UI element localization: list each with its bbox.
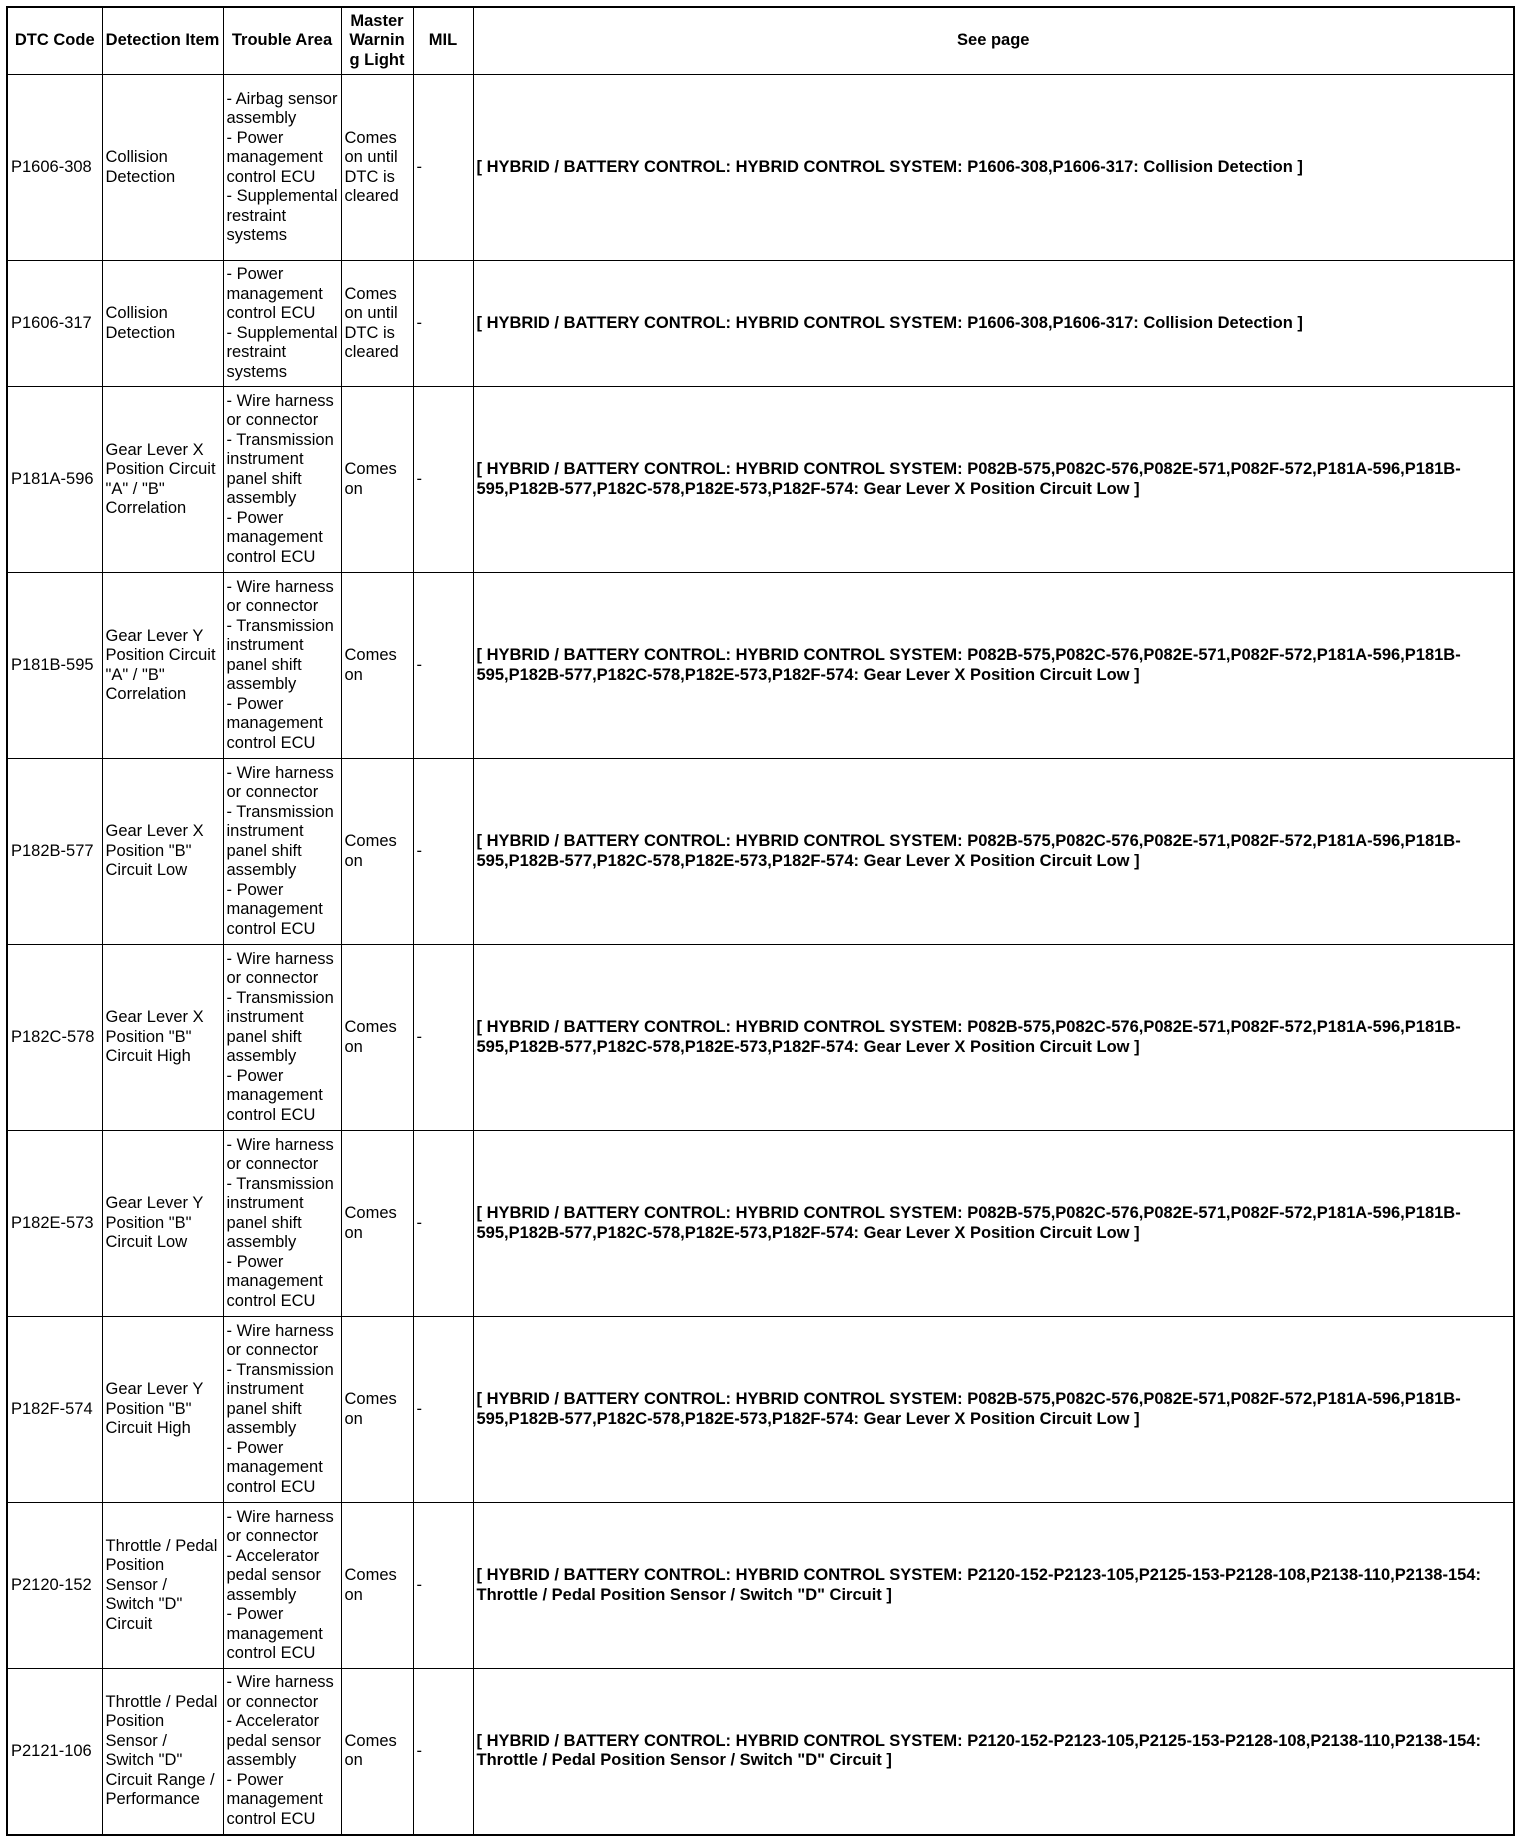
table-row: [7, 573, 1514, 759]
mil-cell: -: [413, 75, 473, 261]
master-warning-cell: Comes on: [341, 387, 413, 573]
mil-cell: -: [413, 759, 473, 945]
see-page-cell[interactable]: [ HYBRID / BATTERY CONTROL: HYBRID CONTROL SYSTEM: P2120-152-P2123-105,P2125-153-P2128-108,P2138-110,P2138-154: Throttle / Pedal Position Sensor / Switch "D" Circuit ]: [473, 1669, 1514, 1835]
trouble-area-cell: - Wire harness or connector - Transmission instrument panel shift assembly - Power management control ECU: [223, 1131, 341, 1317]
dtc-code-cell: P181B-595: [7, 573, 102, 759]
master-warning-cell: Comes on: [341, 1669, 413, 1835]
master-warning-cell: Comes on: [341, 1317, 413, 1503]
table-body: [7, 75, 1514, 1835]
detection-item-cell: Gear Lever Y Position "B" Circuit Low: [102, 1131, 223, 1317]
trouble-area-cell: - Wire harness or connector - Accelerator pedal sensor assembly - Power management control ECU: [223, 1503, 341, 1669]
mil-cell: -: [413, 1669, 473, 1835]
master-warning-cell: Comes on until DTC is cleared: [341, 75, 413, 261]
dtc-code-cell: P1606-317: [7, 261, 102, 387]
header-row: [7, 7, 1514, 75]
dtc-code-cell: P1606-308: [7, 75, 102, 261]
dtc-code-cell: P181A-596: [7, 387, 102, 573]
detection-item-cell: Gear Lever Y Position Circuit "A" / "B" Correlation: [102, 573, 223, 759]
detection-item-cell: Gear Lever X Position Circuit "A" / "B" Correlation: [102, 387, 223, 573]
detection-item-cell: Gear Lever X Position "B" Circuit Low: [102, 759, 223, 945]
header-dtc-code: DTC Code: [7, 7, 102, 75]
header-trouble-area: Trouble Area: [223, 7, 341, 75]
table-row: [7, 1317, 1514, 1503]
table-row: [7, 387, 1514, 573]
detection-item-cell: Throttle / Pedal Position Sensor / Switch "D" Circuit Range / Performance: [102, 1669, 223, 1835]
see-page-cell[interactable]: [ HYBRID / BATTERY CONTROL: HYBRID CONTROL SYSTEM: P082B-575,P082C-576,P082E-571,P082F-572,P181A-596,P181B-595,P182B-577,P182C-578,P182E-573,P182F-574: Gear Lever X Position Circuit Low ]: [473, 387, 1514, 573]
header-mil: MIL: [413, 7, 473, 75]
mil-cell: -: [413, 945, 473, 1131]
table-row: [7, 261, 1514, 387]
table-row: [7, 1503, 1514, 1669]
master-warning-cell: Comes on: [341, 945, 413, 1131]
table-row: [7, 945, 1514, 1131]
detection-item-cell: Throttle / Pedal Position Sensor / Switch "D" Circuit: [102, 1503, 223, 1669]
dtc-code-cell: P182C-578: [7, 945, 102, 1131]
mil-cell: -: [413, 1131, 473, 1317]
see-page-cell[interactable]: [ HYBRID / BATTERY CONTROL: HYBRID CONTROL SYSTEM: P082B-575,P082C-576,P082E-571,P082F-572,P181A-596,P181B-595,P182B-577,P182C-578,P182E-573,P182F-574: Gear Lever X Position Circuit Low ]: [473, 759, 1514, 945]
detection-item-cell: Collision Detection: [102, 75, 223, 261]
detection-item-cell: Gear Lever Y Position "B" Circuit High: [102, 1317, 223, 1503]
mil-cell: -: [413, 573, 473, 759]
master-warning-cell: Comes on: [341, 573, 413, 759]
header-detection-item: Detection Item: [102, 7, 223, 75]
see-page-cell[interactable]: [ HYBRID / BATTERY CONTROL: HYBRID CONTROL SYSTEM: P1606-308,P1606-317: Collision Detection ]: [473, 261, 1514, 387]
mil-cell: -: [413, 261, 473, 387]
master-warning-cell: Comes on until DTC is cleared: [341, 261, 413, 387]
detection-item-cell: Collision Detection: [102, 261, 223, 387]
see-page-cell[interactable]: [ HYBRID / BATTERY CONTROL: HYBRID CONTROL SYSTEM: P082B-575,P082C-576,P082E-571,P082F-572,P181A-596,P181B-595,P182B-577,P182C-578,P182E-573,P182F-574: Gear Lever X Position Circuit Low ]: [473, 1131, 1514, 1317]
dtc-table: [6, 6, 1515, 1836]
trouble-area-cell: - Wire harness or connector - Transmission instrument panel shift assembly - Power management control ECU: [223, 759, 341, 945]
see-page-cell[interactable]: [ HYBRID / BATTERY CONTROL: HYBRID CONTROL SYSTEM: P2120-152-P2123-105,P2125-153-P2128-108,P2138-110,P2138-154: Throttle / Pedal Position Sensor / Switch "D" Circuit ]: [473, 1503, 1514, 1669]
trouble-area-cell: - Power management control ECU - Supplemental restraint systems: [223, 261, 341, 387]
mil-cell: -: [413, 1317, 473, 1503]
dtc-code-cell: P182B-577: [7, 759, 102, 945]
see-page-cell[interactable]: [ HYBRID / BATTERY CONTROL: HYBRID CONTROL SYSTEM: P082B-575,P082C-576,P082E-571,P082F-572,P181A-596,P181B-595,P182B-577,P182C-578,P182E-573,P182F-574: Gear Lever X Position Circuit Low ]: [473, 1317, 1514, 1503]
dtc-code-cell: P182E-573: [7, 1131, 102, 1317]
see-page-cell[interactable]: [ HYBRID / BATTERY CONTROL: HYBRID CONTROL SYSTEM: P082B-575,P082C-576,P082E-571,P082F-572,P181A-596,P181B-595,P182B-577,P182C-578,P182E-573,P182F-574: Gear Lever X Position Circuit Low ]: [473, 945, 1514, 1131]
trouble-area-cell: - Wire harness or connector - Transmission instrument panel shift assembly - Power management control ECU: [223, 945, 341, 1131]
master-warning-cell: Comes on: [341, 759, 413, 945]
dtc-code-cell: P2121-106: [7, 1669, 102, 1835]
see-page-cell[interactable]: [ HYBRID / BATTERY CONTROL: HYBRID CONTROL SYSTEM: P082B-575,P082C-576,P082E-571,P082F-572,P181A-596,P181B-595,P182B-577,P182C-578,P182E-573,P182F-574: Gear Lever X Position Circuit Low ]: [473, 573, 1514, 759]
trouble-area-cell: - Wire harness or connector - Accelerator pedal sensor assembly - Power management control ECU: [223, 1669, 341, 1835]
master-warning-cell: Comes on: [341, 1131, 413, 1317]
mil-cell: -: [413, 1503, 473, 1669]
dtc-code-cell: P182F-574: [7, 1317, 102, 1503]
see-page-cell[interactable]: [ HYBRID / BATTERY CONTROL: HYBRID CONTROL SYSTEM: P1606-308,P1606-317: Collision Detection ]: [473, 75, 1514, 261]
trouble-area-cell: - Airbag sensor assembly - Power management control ECU - Supplemental restraint systems: [223, 75, 341, 261]
master-warning-cell: Comes on: [341, 1503, 413, 1669]
table-row: [7, 75, 1514, 261]
mil-cell: -: [413, 387, 473, 573]
header-see-page: See page: [473, 7, 1514, 75]
table-row: [7, 1131, 1514, 1317]
trouble-area-cell: - Wire harness or connector - Transmission instrument panel shift assembly - Power management control ECU: [223, 1317, 341, 1503]
trouble-area-cell: - Wire harness or connector - Transmission instrument panel shift assembly - Power management control ECU: [223, 387, 341, 573]
header-master-warning-light: Master Warning Light: [341, 7, 413, 75]
detection-item-cell: Gear Lever X Position "B" Circuit High: [102, 945, 223, 1131]
trouble-area-cell: - Wire harness or connector - Transmission instrument panel shift assembly - Power management control ECU: [223, 573, 341, 759]
dtc-code-cell: P2120-152: [7, 1503, 102, 1669]
table-row: [7, 759, 1514, 945]
table-row: [7, 1669, 1514, 1835]
